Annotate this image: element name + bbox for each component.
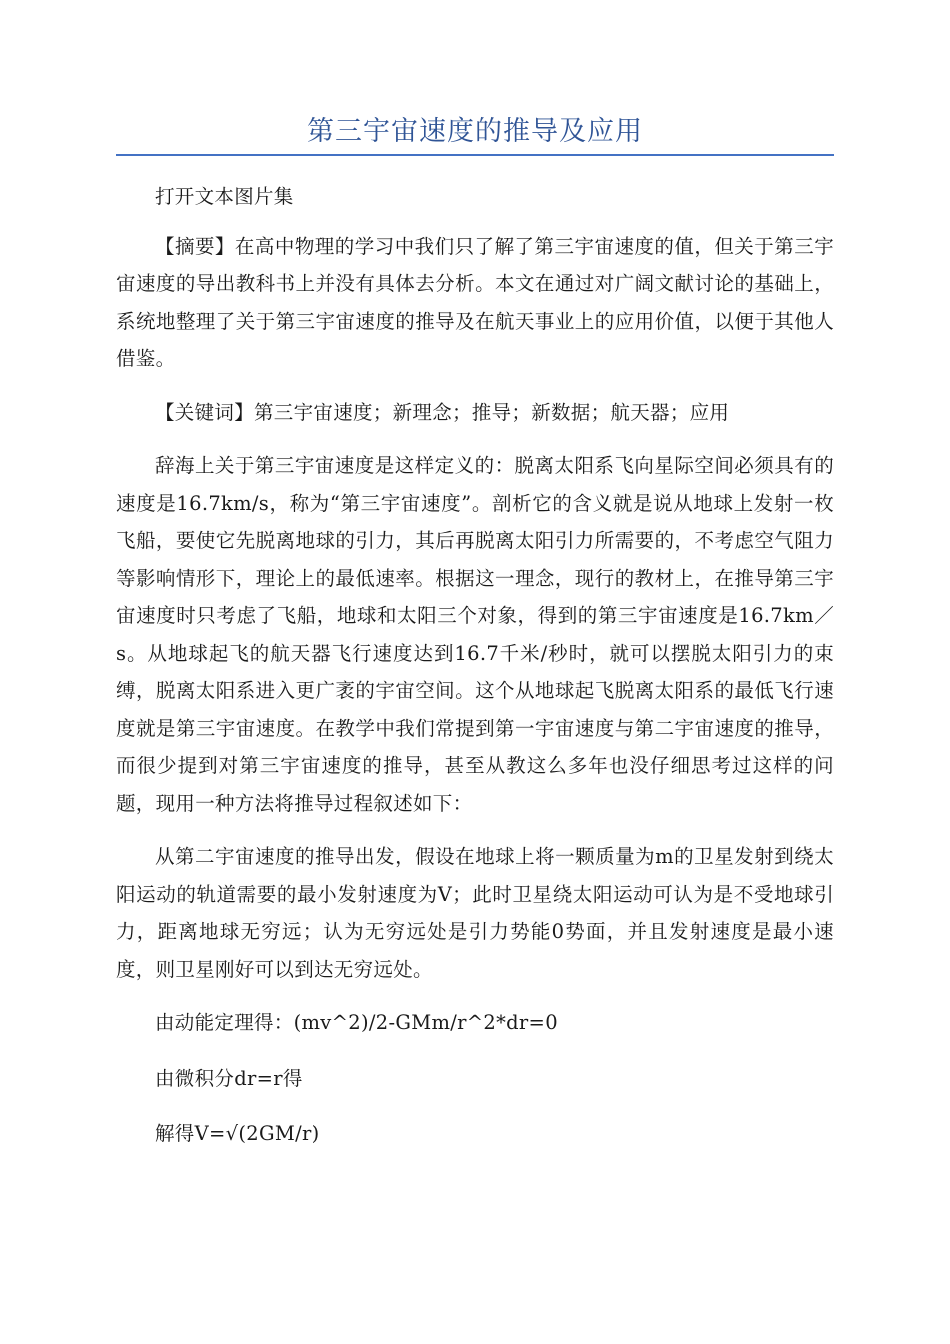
keywords-paragraph: 【关键词】第三宇宙速度；新理念；推导；新数据；航天器；应用: [155, 400, 730, 424]
formula-calculus: 由微积分dr=r得: [155, 1066, 303, 1090]
document-page: [116, 112, 834, 1171]
title-underline: [116, 154, 834, 156]
formula-result: 解得V=√(2GM/r): [155, 1122, 320, 1145]
body-paragraph-definition: 辞海上关于第三宇宙速度是这样定义的：脱离太阳系飞向星际空间必须具有的速度是16.7km/s，称为“第三宇宙速度”。剖析它的含义就是说从地球上发射一枚飞船，要使它先脱离地球的引力，其后再脱离太阳引力所需要的，不考虑空气阻力等影响情形下，理论上的最低速率。根据这一理念，现行的教材上，在推导第三宇宙速度时只考虑了飞船，地球和太阳三个对象，得到的第三宇宙速度是16.7km／s。从地球起飞的航天器飞行速度达到16.7千米/秒时，就可以摆脱太阳引力的束缚，脱离太阳系进入更广袤的宇宙空间。这个从地球起飞脱离太阳系的最低飞行速度就是第三宇宙速度。在教学中我们常提到第一宇宙速度与第二宇宙速度的推导，而很少提到对第三宇宙速度的推导，甚至从教这么多年也没仔细思考过这样的问题，现用一种方法将推导过程叙述如下：: [116, 454, 834, 815]
document-title: 第三宇宙速度的推导及应用: [307, 116, 643, 147]
formula-kinetic-energy: 由动能定理得：(mv^2)/2-GMm/r^2*dr=0: [155, 1011, 558, 1034]
body-paragraph-derivation: 从第二宇宙速度的推导出发，假设在地球上将一颗质量为m的卫星发射到绕太阳运动的轨道需要的最小发射速度为V；此时卫星绕太阳运动可认为是不受地球引力，距离地球无穷远；认为无穷远处是引力势能0势面，并且发射速度是最小速度，则卫星刚好可以到达无穷远处。: [116, 845, 834, 981]
gallery-link[interactable]: 打开文本图片集: [155, 185, 294, 208]
abstract-paragraph: 【摘要】在高中物理的学习中我们只了解了第三宇宙速度的值，但关于第三宇宙速度的导出教科书上并没有具体去分析。本文在通过对广阔文献讨论的基础上，系统地整理了关于第三宇宙速度的推导及在航天事业上的应用价值，以便于其他人借鉴。: [116, 234, 834, 370]
